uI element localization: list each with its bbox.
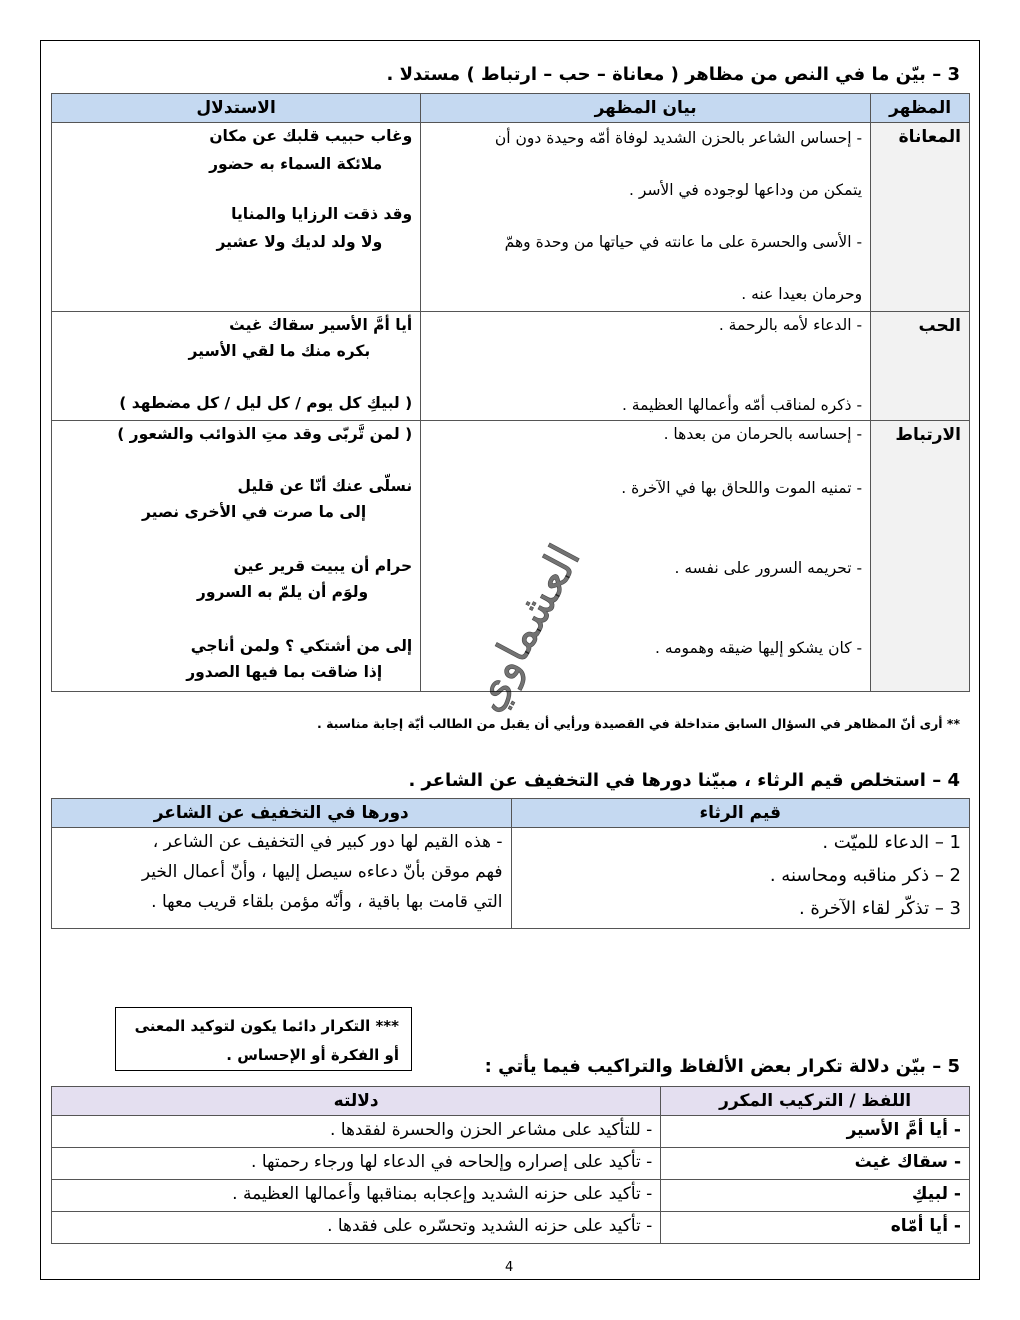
q4-role-line: فهم موقن بأنّ دعاءه سيصل إليها ، وأنّ أعمال الخير [141,862,503,882]
q5-table [51,1086,970,1244]
tip-line: *** التكرار دائما يكون لتوكيد المعنى [134,1017,399,1035]
q4-value: 2 – ذكر مناقبه ومحاسنه . [769,865,961,886]
q3-evidence-line: إلى ما صرت في الأخرى نصير [142,503,367,521]
page-number: 4 [505,1260,514,1275]
q5-meaning-cell [52,1148,661,1180]
q3-evidence-line: وغاب حبيب قلبك عن مكان [209,127,413,145]
q3-explanation-line: - الأسى والحسرة على ما عانته في حياتها من وحدة وهمّ [504,233,863,251]
q4-col-role: دورها في التخفيف عن الشاعر [52,799,512,828]
q5-phrase: - سقاك غيث [854,1152,961,1172]
q3-col-explanation: بيان المظهر [421,94,871,123]
q3-explanation-line: - إحساسه بالحرمان من بعدها . [663,425,863,443]
q5-meaning-cell [52,1116,661,1148]
q5-phrase-cell [661,1148,970,1180]
q3-explanation-line: - تمنيه الموت واللحاق بها في الآخرة . [621,479,863,497]
q3-evidence-line: إذا ضاقت بما فيها الصدور [186,663,383,681]
q3-heading: 3 – بيّن ما في النص من مظاهر ( معاناة – حب – ارتباط ) مستدلا . [386,64,960,85]
q3-evidence-line: وقد ذقت الرزايا والمنايا [231,205,413,223]
q3-evidence-cell [52,312,421,421]
q3-explanation-line: - ذكره لمناقب أمّه وأعمالها العظيمة . [621,396,863,414]
q4-role-cell [52,828,512,929]
q3-explanation-line: وحرمان بعيدا عنه . [741,285,863,303]
q4-role-line: - هذه القيم لها دور كبير في التخفيف عن الشاعر ، [152,832,503,852]
q3-col-aspect: المظهر [871,94,970,123]
q3-evidence-line: ولوَم أن يلمّ به السرور [196,583,369,601]
q5-meaning: - للتأكيد على مشاعر الحزن والحسرة لفقدها . [330,1120,653,1140]
q5-col-phrase: اللفظ / التركيب المكرر [661,1087,970,1116]
q5-phrase-cell [661,1180,970,1212]
q5-meaning: - تأكيد على حزنه الشديد وإعجابه بمناقبها وأعمالها العظيمة . [232,1184,653,1204]
q4-role-line: التي قامت بها باقية ، وأنّه مؤمن بلقاء قريب معها . [151,892,503,912]
q3-evidence-line: ( لمن تَّربّى وقد متِ الذوائب والشعور ) [117,425,413,443]
q5-phrase: - أيا أمّاه [890,1216,961,1236]
q5-meaning-cell [52,1180,661,1212]
q3-evidence-cell [52,123,421,312]
q3-aspect: الحب [918,316,961,336]
q3-note: ** أرى أنّ المظاهر في السؤال السابق متداخلة في القصيدة ورأيي أن يقبل من الطالب أيّة إجابة مناسبة . [316,716,960,731]
q3-explanation-cell [421,312,871,421]
q3-explanation-line: - الدعاء لأمه بالرحمة . [718,316,863,334]
q3-evidence-line: إلى من أشتكي ؟ ولمن أناجي [190,637,413,655]
q3-explanation-line: يتمكن من وداعها لوجوده في الأسر . [629,181,863,199]
q3-col-evidence: الاستدلال [52,94,421,123]
q3-explanation-cell [421,123,871,312]
q4-col-values: قيم الرثاء [511,799,969,828]
q3-aspect: المعاناة [898,127,961,147]
q4-table [51,798,970,929]
q3-evidence-line: بكره منك ما لقي الأسير [188,342,371,360]
q5-phrase: - لبيكِ [911,1184,961,1204]
q4-value: 3 – تذكّر لقاء الآخرة . [798,898,961,919]
watermark: العشماوي [461,536,591,720]
q4-value: 1 – الدعاء للميّت . [822,832,961,853]
q5-phrase-cell [661,1116,970,1148]
q3-explanation-line: - تحريمه السرور على نفسه . [674,559,863,577]
q5-heading: 5 – بيّن دلالة تكرار بعض الألفاظ والتراكيب فيما يأتي : [484,1056,960,1077]
q5-phrase: - أيا أمَّ الأسير [846,1120,961,1140]
q3-evidence-line: أيا أمَّ الأسير سقاك غيث [229,316,413,334]
q4-heading: 4 – استخلص قيم الرثاء ، مبيّنا دورها في التخفيف عن الشاعر . [408,770,960,791]
q3-evidence-line: ولا ولد لديك ولا عشير [216,233,383,251]
q3-aspect-cell [871,421,970,692]
q5-meaning: - تأكيد على حزنه الشديد وتحسّره على فقدها . [327,1216,653,1236]
q3-explanation-line: - إحساس الشاعر بالحزن الشديد لوفاة أمّه وحيدة دون أن [494,129,863,147]
q3-evidence-line: حرام أن يبيت قرير عين [233,557,413,575]
tip-box [115,1007,412,1071]
q4-values-cell [511,828,969,929]
q3-aspect-cell [871,312,970,421]
q3-explanation-line: - كان يشكو إليها ضيقه وهمومه . [655,639,863,657]
tip-line: أو الفكرة أو الإحساس . [226,1046,399,1064]
q3-evidence-line: نسلّى عنك أنّا عن قليل [237,477,413,495]
q5-phrase-cell [661,1212,970,1244]
q5-col-meaning: دلالته [52,1087,661,1116]
q3-evidence-line: ( لبيكِ كل يوم / كل ليل / كل مضطهد ) [119,394,413,412]
q3-aspect-cell [871,123,970,312]
q3-evidence-cell [52,421,421,692]
q3-evidence-line: ملائكة السماء به حضور [209,155,383,173]
q5-meaning: - تأكيد على إصراره وإلحاحه في الدعاء لها ورجاء رحمتها . [251,1152,653,1172]
q3-aspect: الارتباط [895,425,961,445]
q5-meaning-cell [52,1212,661,1244]
